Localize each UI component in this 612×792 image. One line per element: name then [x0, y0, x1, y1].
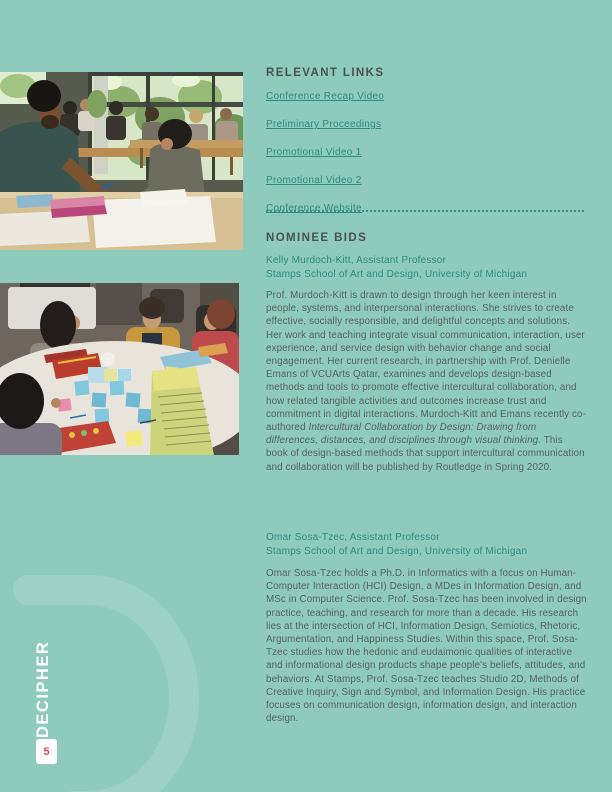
nominee-1-bio [266, 289, 587, 474]
nominee-1-bio-text-end: This book of design-based methods that support intercultural communication and collaboration will be published by Routledge in Spring 2020. [266, 435, 585, 473]
nominee-2-bio [266, 567, 587, 725]
relevant-links-heading: RELEVANT LINKS [266, 67, 385, 79]
nominee-2-bio-text: Omar Sosa-Tzec holds a Ph.D. in Informatics with a focus on Human-Computer Interaction (HCI) Design, a MDes in Information Design, and MSc in Computer Science. Prof. Sosa-Tzec has been involved in design practice, teaching, and research for more than a decade. His research lies at the intersection of HCI, Information Design, Semiotics, Rhetoric, Argumentation, and Happiness Studies. Within this space, Prof. Sosa-Tzec studies how the hedonic and eudaimonic qualities of interactive and informational design products shape people's beliefs, attitudes, and behaviors. At Stamps, Prof. Sosa-Tzec teaches Studio 2D, Methods of Creative Inquiry, Sign and Symbol, and Information Design. His practice focuses on communication design, information design, and interaction design. [266, 568, 587, 725]
nominee-1-bio-text: Prof. Murdoch-Kitt is drawn to design through her keen interest in people, systems, and interpersonal interactions. She strives to create effective, socially responsible, and delightful concepts and solutions. Her work and teaching integrate visual communication, interaction, user experience, and service design with behavior change and social engagement. Her current research, in partnership with Prof. Denielle Emans of VCUArts Qatar, examines and develops design-based methods and tools to promote effective intercultural collaboration, and how related tangible activities and outcomes increase trust and commitment in digital interactions. Murdoch-Kitt and Emans recently co-authored [266, 290, 586, 434]
nominee-1-bio-book-title: Intercultural Collaboration by Design: Drawing from differences, distances, and disciplines through visual thinking. [266, 422, 542, 447]
nominee-1-affiliation: Stamps School of Art and Design, University of Michigan [266, 269, 528, 280]
nominee-2-name: Omar Sosa-Tzec, Assistant Professor [266, 532, 440, 543]
nominee-2-affiliation: Stamps School of Art and Design, University of Michigan [266, 546, 528, 557]
link-conference-recap-video[interactable]: Conference Recap Video [266, 91, 385, 102]
link-conference-website[interactable]: Conference Website [266, 203, 362, 214]
nominee-1-name: Kelly Murdoch-Kitt, Assistant Professor [266, 255, 447, 266]
page-number-badge: 5 [36, 739, 57, 764]
link-promotional-video-1[interactable]: Promotional Video 1 [266, 147, 362, 158]
nominee-1-header [266, 254, 587, 282]
link-preliminary-proceedings[interactable]: Preliminary Proceedings [266, 119, 382, 130]
photo-roundtable-stickies [0, 283, 239, 455]
link-promotional-video-2[interactable]: Promotional Video 2 [266, 175, 362, 186]
dotted-separator [266, 210, 584, 212]
decipher-wordmark-vertical: DECIPHER [34, 640, 52, 738]
photo-workshop-writing [0, 72, 243, 250]
nominee-bids-heading: NOMINEE BIDS [266, 232, 368, 244]
nominee-2-header [266, 531, 587, 559]
